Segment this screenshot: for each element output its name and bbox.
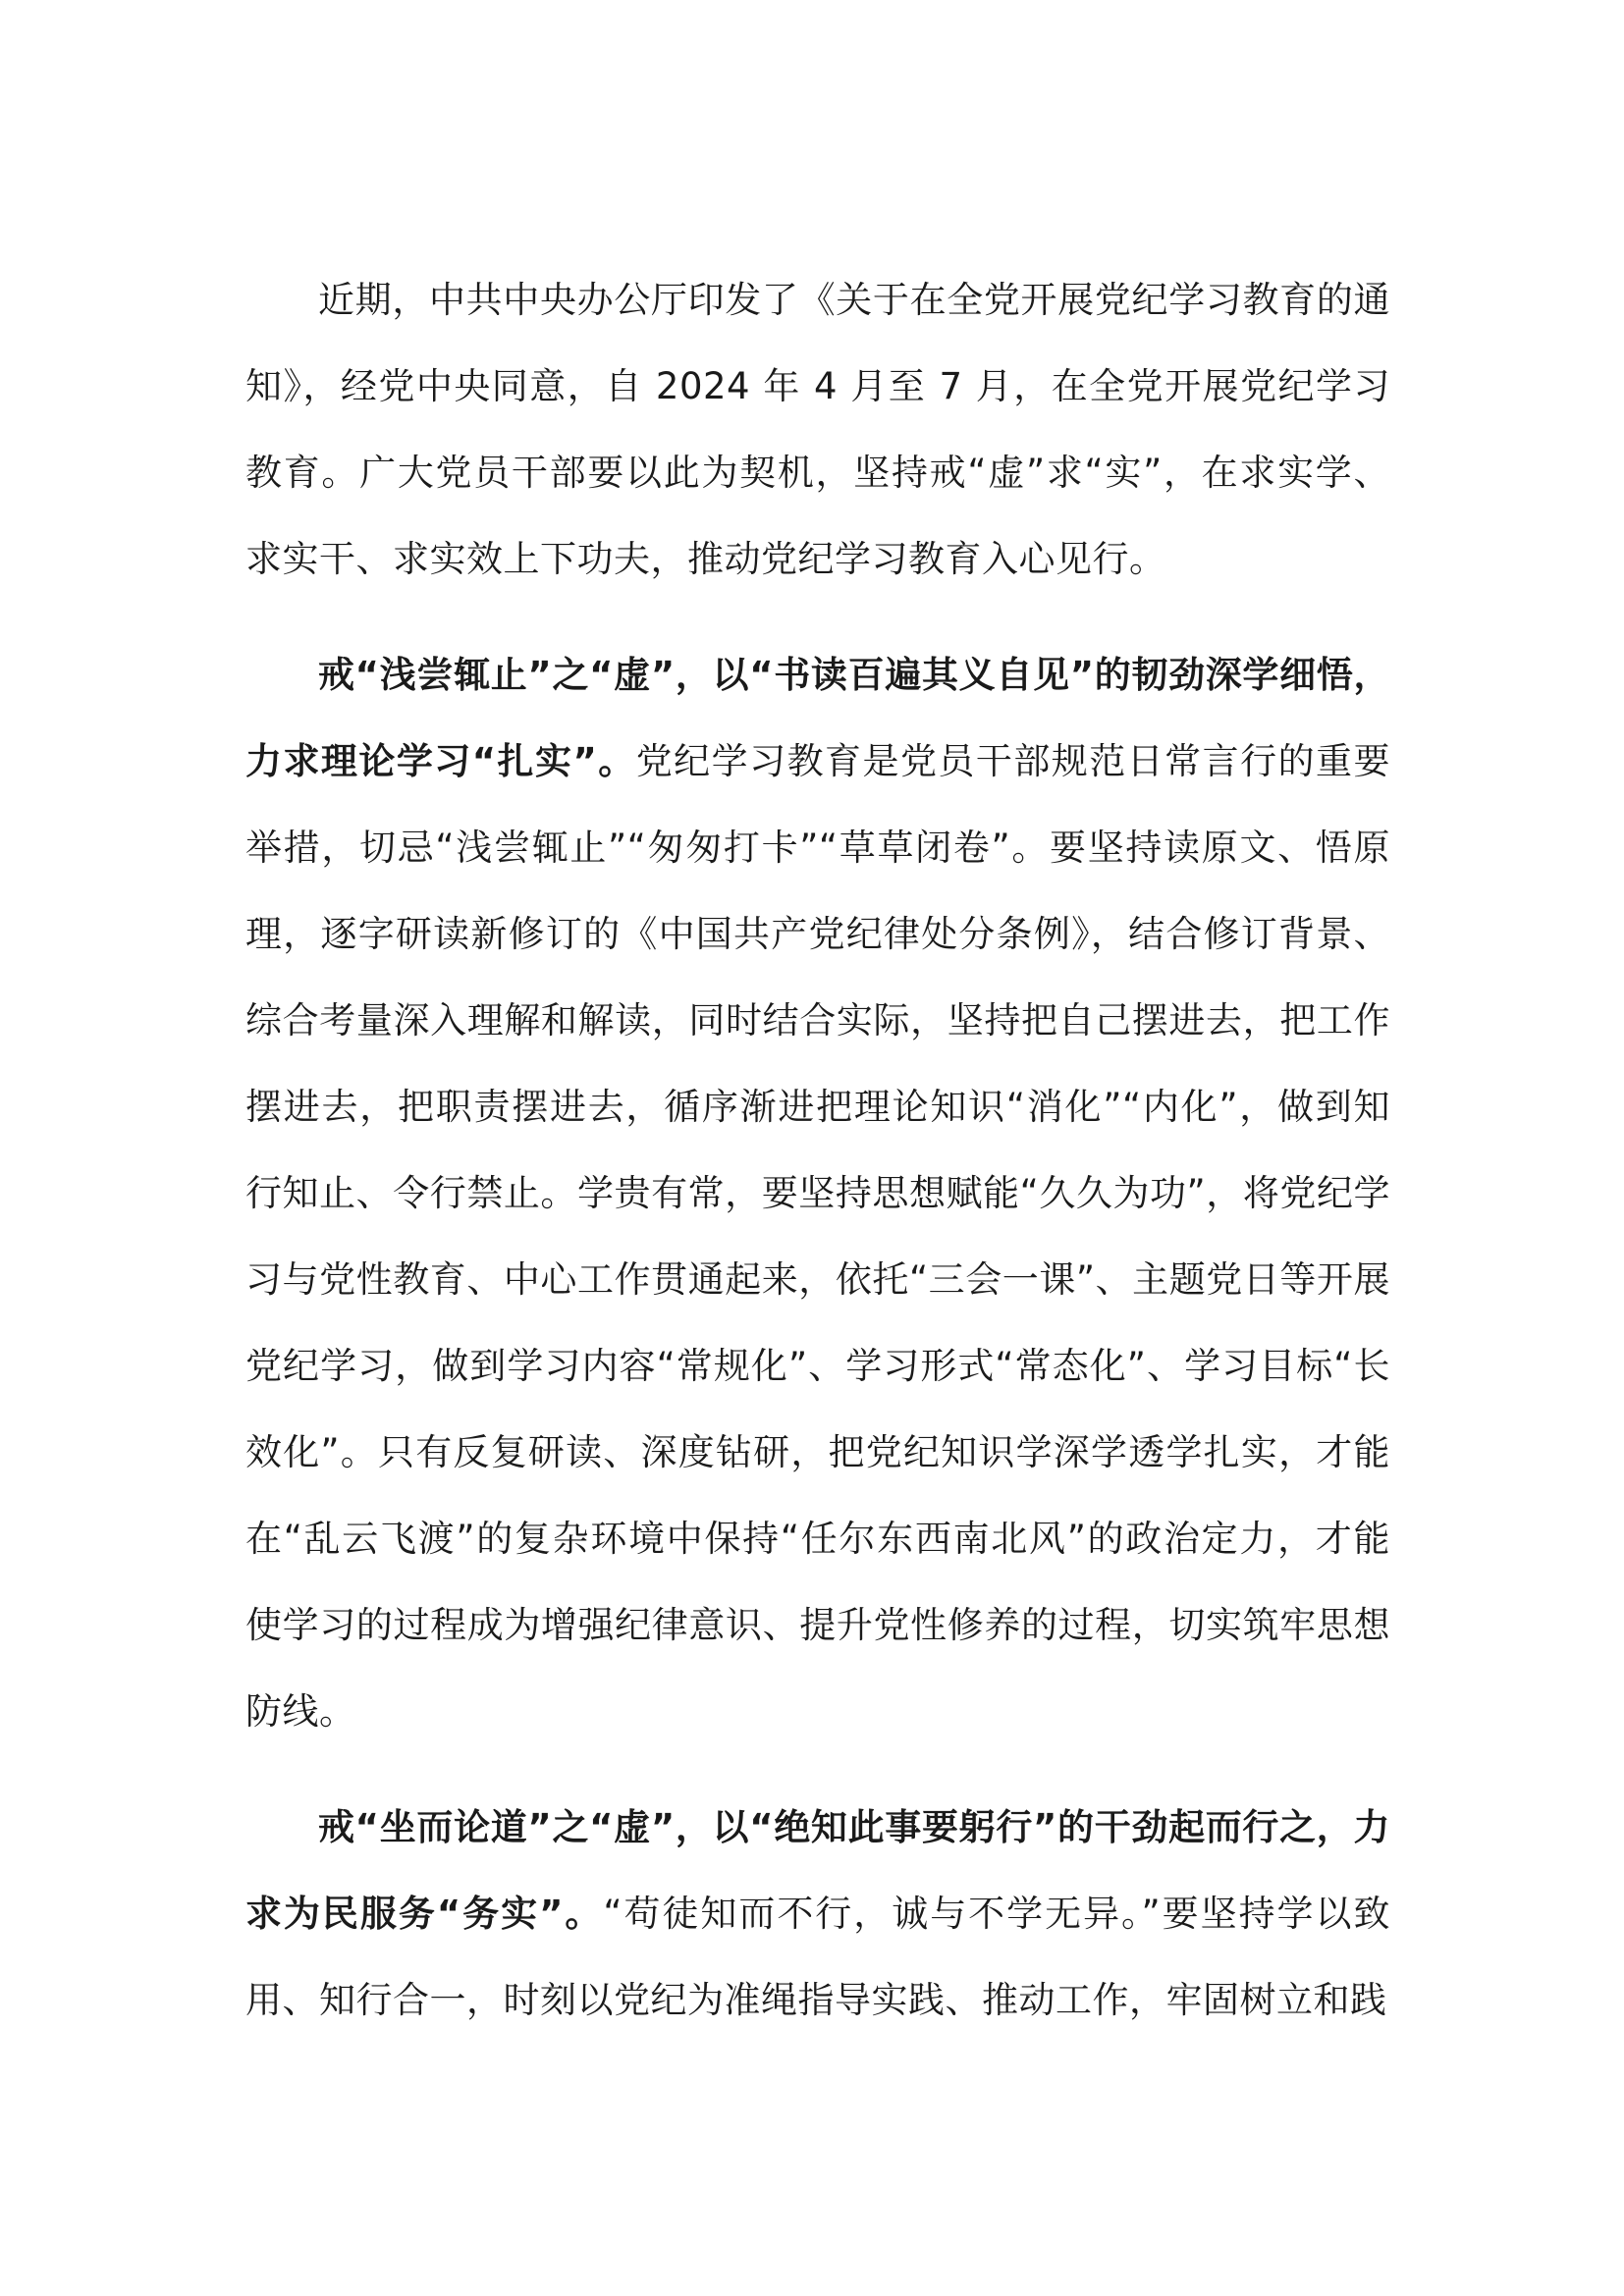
- paragraph-serve-people: [245, 1785, 1390, 2044]
- paragraph-theory-study-text: 党纪学习教育是党员干部规范日常言行的重要举措，切忌“浅尝辄止”“匆匆打卡”“草草闭卷”。要坚持读原文、悟原理，逐字研读新修订的《中国共产党纪律处分条例》，结合修订背景、综合考量深入理解和解读，同时结合实际，坚持把自己摆进去，把工作摆进去，把职责摆进去，循序渐进把理论知识“消化”“内化”，做到知行知止、令行禁止。学贵有常，要坚持思想赋能“久久为功”，将党纪学习与党性教育、中心工作贯通起来，依托“三会一课”、主题党日等开展党纪学习，做到学习内容“常规化”、学习形式“常态化”、学习目标“长效化”。只有反复研读、深度钻研，把党纪知识学深学透学扎实，才能在“乱云飞渡”的复杂环境中保持“任尔东西南北风”的政治定力，才能使学习的过程成为增强纪律意识、提升党性修养的过程，切实筑牢思想防线。: [245, 740, 1390, 1733]
- paragraph-serve-people-heading: 戒“坐而论道”之“虚”，以“绝知此事要躬行”的干劲起而行之，力求为民服务“务实”。: [245, 1806, 1390, 1935]
- paragraph-theory-study: [245, 632, 1390, 1755]
- paragraph-theory-study-heading: 戒“浅尝辄止”之“虚”，以“书读百遍其义自见”的韧劲深学细悟，力求理论学习“扎实”。: [245, 654, 1390, 782]
- document-page: [245, 257, 1390, 2044]
- paragraph-serve-people-text: “苟徒知而不行，诚与不学无异。”要坚持学以致用、知行合一，时刻以党纪为准绳指导实践、推动工作，牢固树立和践: [245, 1893, 1390, 2021]
- paragraph-intro: [245, 257, 1390, 603]
- paragraph-intro-text: 近期，中共中央办公厅印发了《关于在全党开展党纪学习教育的通知》，经党中央同意，自 2024 年 4 月至 7 月，在全党开展党纪学习教育。广大党员干部要以此为契机，坚持戒“虚”求“实”，在求实学、求实干、求实效上下功夫，推动党纪学习教育入心见行。: [245, 279, 1390, 580]
